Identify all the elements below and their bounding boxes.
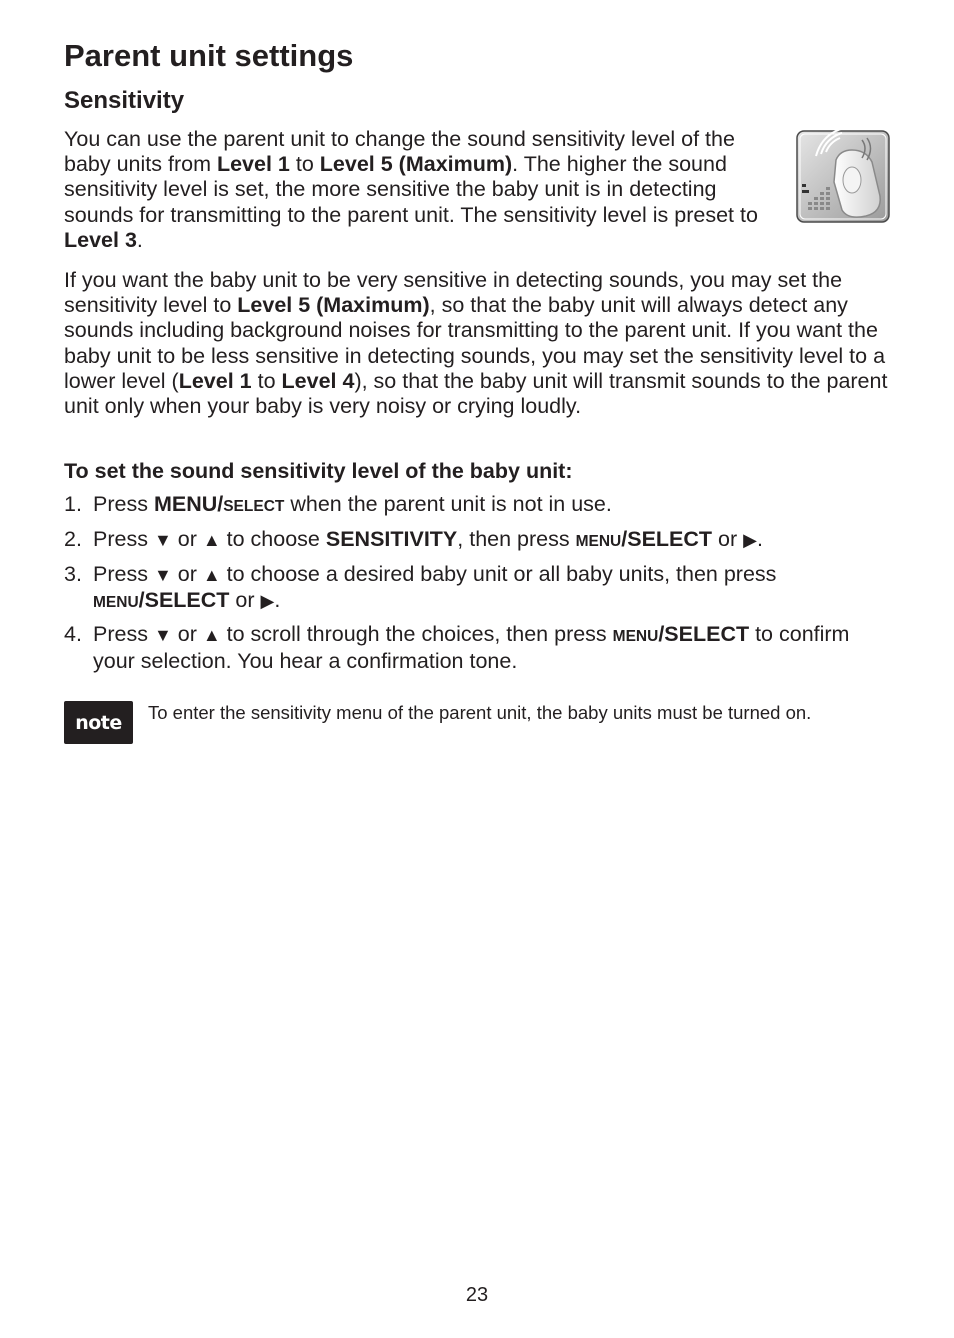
sensitivity-menu-label: SENSITIVITY <box>325 527 458 551</box>
step-number: 1. <box>64 492 82 516</box>
up-arrow-icon: ▲ <box>202 565 221 585</box>
step-number: 2. <box>64 527 82 551</box>
right-arrow-icon: ▶ <box>743 530 757 550</box>
level-1-text: Level 1 <box>216 152 290 177</box>
note-badge: note <box>64 701 133 744</box>
select-key-label: /SELECT <box>658 622 750 646</box>
select-key-label: /SELECT <box>621 527 713 551</box>
menu-key-label: MENU <box>575 533 622 550</box>
menu-key-label: MENU/ <box>153 492 224 516</box>
down-arrow-icon: ▼ <box>153 625 172 645</box>
select-key-label: SELECT <box>223 498 285 515</box>
step-number: 3. <box>64 562 82 586</box>
level-5-text: Level 5 (Maximum) <box>319 152 513 177</box>
level-4-text: Level 4 <box>281 368 355 393</box>
menu-key-label: MENU <box>93 594 139 612</box>
step-2: 2. Press ▼ or ▲ to choose SENSITIVITY, then press MENU/SELECT or ▶. <box>64 527 763 551</box>
baby-unit-sensitivity-icon <box>796 130 890 223</box>
down-arrow-icon: ▼ <box>153 530 172 550</box>
detail-paragraph: If you want the baby unit to be very sensitive in detecting sounds, you may set the sensitivity level to Level 5 (Maximum), so that the baby unit will always detect any sounds including background noises for transmitting to the parent unit. If you want the baby unit to be less sensitive in detecting sounds, you may set the sensitivity level to a lower level (Level 1 to Level 4), so that the baby unit will transmit sounds to the parent unit only when your baby is very noisy or crying loudly. <box>64 268 888 419</box>
intro-paragraph: You can use the parent unit to change the sound sensitivity level of the baby units from Level 1 to Level 5 (Maximum). The higher the sound sensitivity level is set, the more sensitive the baby unit is in detecting sounds for transmitting to the parent unit. The sensitivity level is preset to Level 3. <box>64 127 758 252</box>
level-1-text: Level 1 <box>178 368 252 393</box>
page-number: 23 <box>465 1284 489 1306</box>
level-5-text: Level 5 (Maximum) <box>237 293 430 318</box>
up-arrow-icon: ▲ <box>202 530 221 550</box>
section-title: Sensitivity <box>64 87 185 114</box>
note-text: To enter the sensitivity menu of the parent unit, the baby units must be turned on. <box>148 702 812 723</box>
right-arrow-icon: ▶ <box>260 591 275 612</box>
page-title: Parent unit settings <box>64 38 354 73</box>
level-3-text: Level 3 <box>64 227 137 252</box>
step-4: 4. Press ▼ or ▲ to scroll through the choices, then press MENU/SELECT to confirm your selection. You hear a confirmation tone. <box>64 622 850 674</box>
step-number: 4. <box>64 622 82 646</box>
down-arrow-icon: ▼ <box>153 565 172 585</box>
step-1: 1. Press MENU/SELECT when the parent unit is not in use. <box>64 492 612 516</box>
steps-heading: To set the sound sensitivity level of the baby unit: <box>64 459 573 483</box>
up-arrow-icon: ▲ <box>202 625 221 645</box>
step-3: 3. Press ▼ or ▲ to choose a desired baby unit or all baby units, then press MENU/SELECT or ▶. <box>64 562 777 613</box>
menu-key-label: MENU <box>612 628 659 645</box>
select-key-label: /SELECT <box>138 588 230 613</box>
